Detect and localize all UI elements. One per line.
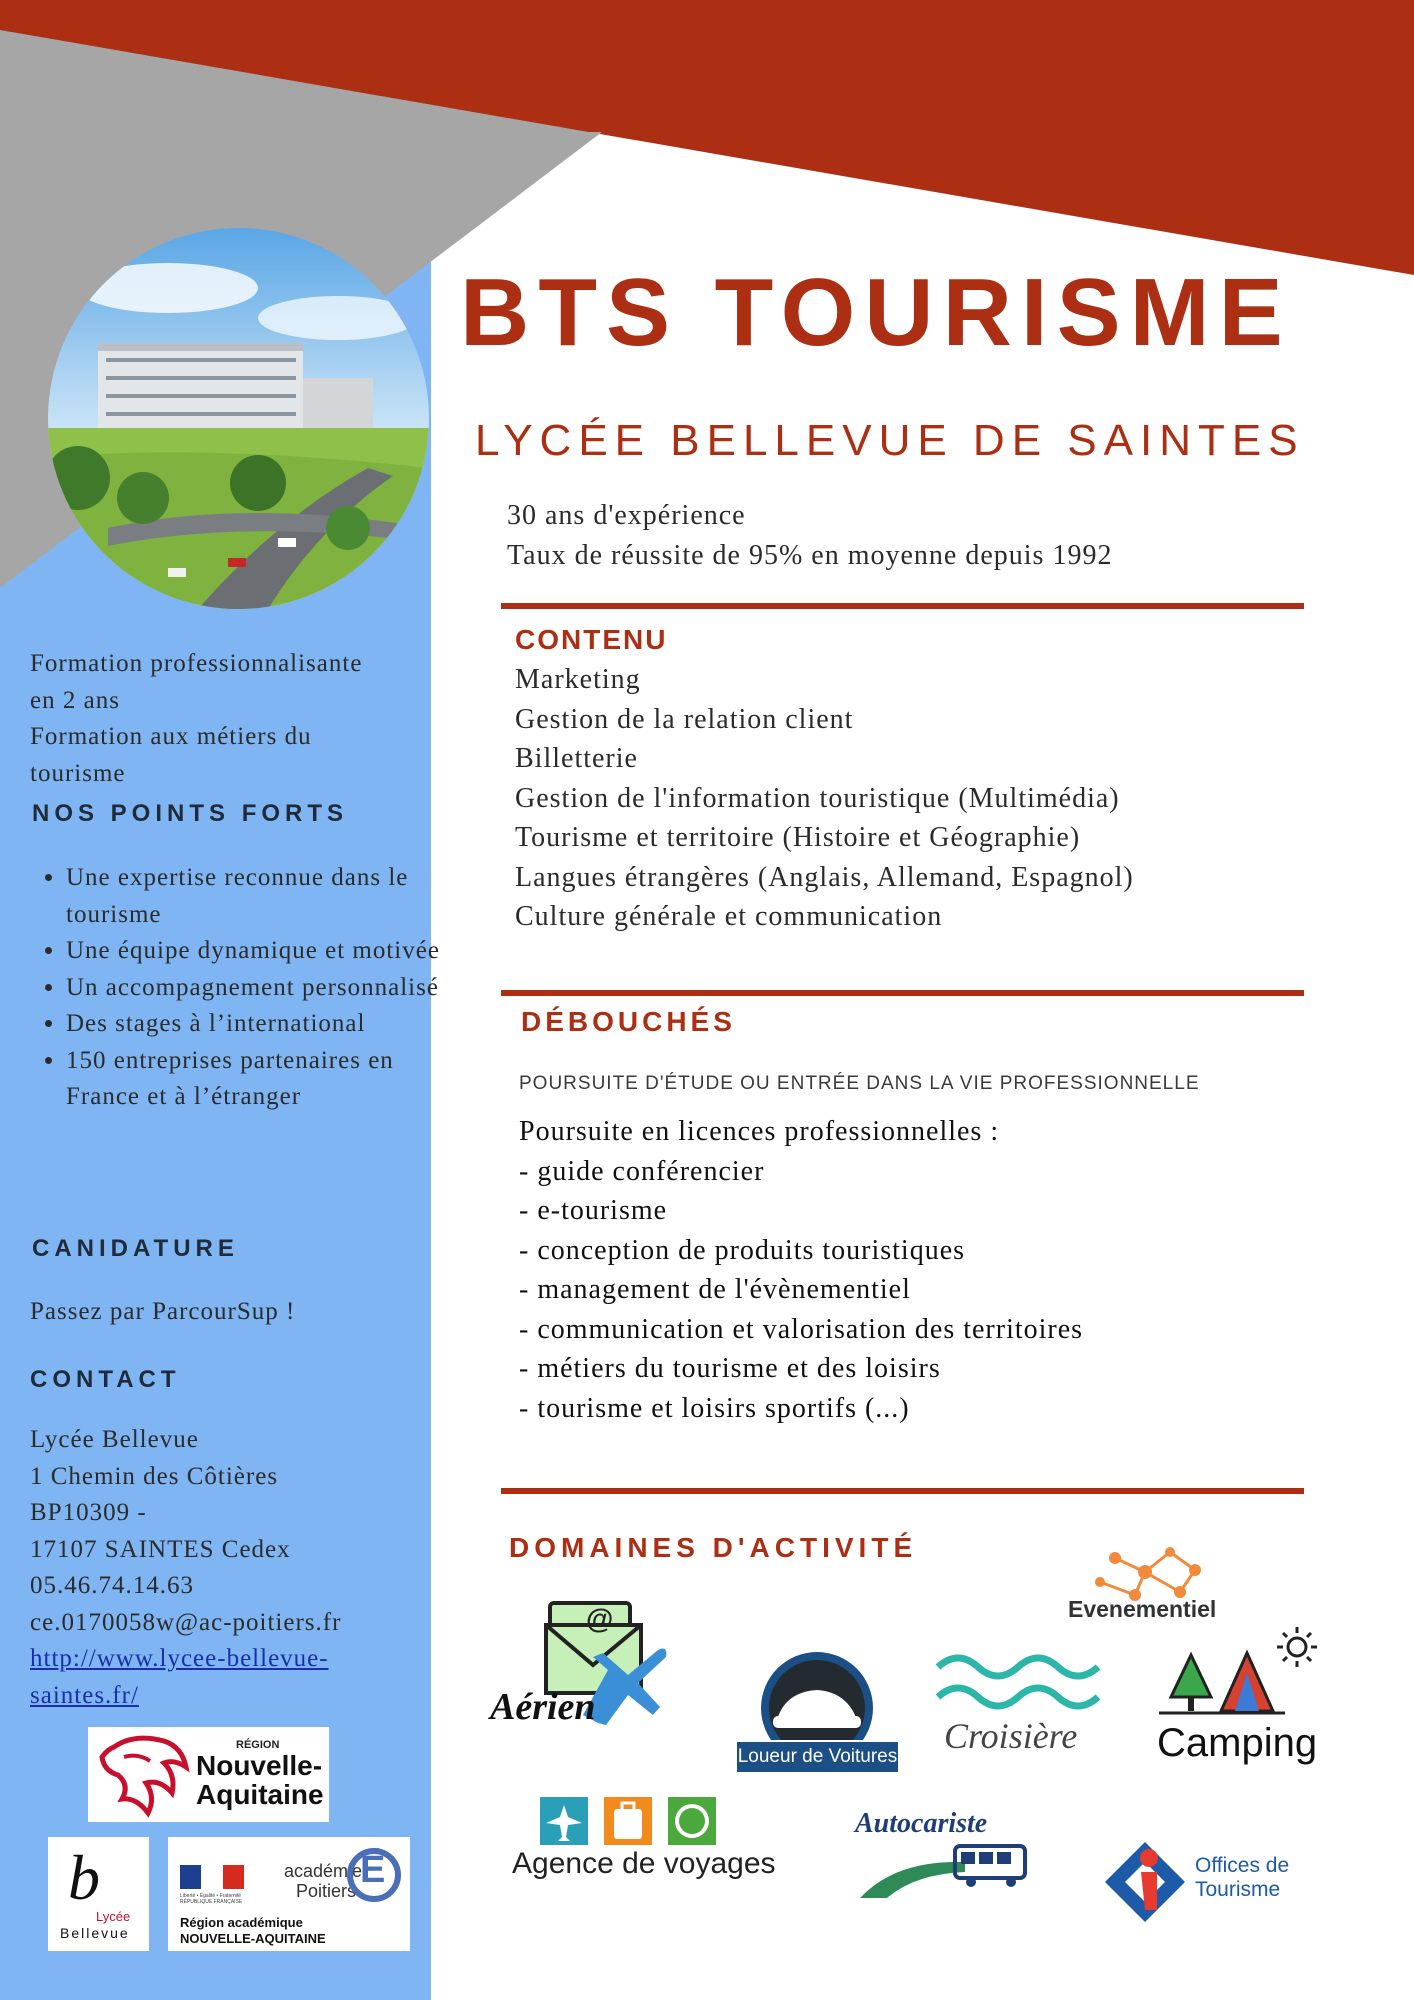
contact-line: 1 Chemin des Côtières bbox=[30, 1462, 279, 1490]
formation-line: Formation aux métiers du bbox=[30, 723, 312, 750]
domaines-heading: DOMAINES D'ACTIVITÉ bbox=[509, 1532, 918, 1563]
points-forts-item: • Une équipe dynamique et motivée bbox=[66, 933, 440, 970]
camping-logo bbox=[1155, 1625, 1325, 1770]
section-divider bbox=[501, 603, 1304, 609]
travel-icons bbox=[512, 1795, 752, 1847]
debouches-line: - conception de produits touristiques bbox=[519, 1234, 966, 1266]
croisiere-label: Croisière bbox=[944, 1716, 1078, 1756]
contact-phone: 05.46.74.14.63 bbox=[30, 1572, 194, 1599]
at-symbol: @ bbox=[586, 1603, 614, 1634]
candidature-text: Passez par ParcourSup ! bbox=[30, 1298, 296, 1325]
agence-label: Agence de voyages bbox=[512, 1847, 776, 1880]
region-name-line2: Aquitaine bbox=[196, 1779, 324, 1810]
lycee-bellevue-logo bbox=[48, 1837, 149, 1951]
school-photo bbox=[48, 228, 429, 609]
bus-road-icon bbox=[855, 1840, 1030, 1902]
debouches-line: - communication et valorisation des territoires bbox=[519, 1313, 1084, 1345]
academie-poitiers-logo bbox=[168, 1837, 410, 1951]
points-forts-item: • Une expertise reconnue dans le tourisme bbox=[66, 860, 440, 933]
offices-label-line2: Tourisme bbox=[1195, 1878, 1281, 1901]
car-icon bbox=[735, 1650, 900, 1745]
region-academique-line1: Région académique bbox=[180, 1915, 303, 1930]
debouches-line: - e-tourisme bbox=[519, 1195, 668, 1226]
candidature-heading: CANIDATURE bbox=[32, 1235, 239, 1262]
contenu-item: Billetterie bbox=[515, 743, 638, 774]
debouches-line: - métiers du tourisme et des loisirs bbox=[519, 1353, 941, 1384]
evenementiel-logo bbox=[1060, 1540, 1250, 1630]
points-forts-item: • Des stages à l’international bbox=[66, 1006, 440, 1043]
region-academique-label bbox=[180, 1915, 326, 1947]
lycee-b-letter: b bbox=[68, 1842, 100, 1913]
website-link[interactable]: http://www.lycee-bellevue- bbox=[30, 1645, 329, 1672]
section-divider bbox=[501, 1488, 1304, 1494]
contenu-heading: CONTENU bbox=[515, 624, 668, 655]
debouches-subheading: POURSUITE D'ÉTUDE OU ENTRÉE DANS LA VIE PROFESSIONNELLE bbox=[519, 1073, 1200, 1094]
contact-heading: CONTACT bbox=[30, 1366, 181, 1393]
page-subtitle: LYCÉE BELLEVUE DE SAINTES bbox=[475, 416, 1305, 465]
region-name bbox=[196, 1751, 324, 1809]
offices-label bbox=[1195, 1854, 1289, 1902]
offices-label-line1: Offices de bbox=[1195, 1854, 1290, 1877]
region-academique-line2: NOUVELLE-AQUITAINE bbox=[180, 1931, 326, 1946]
contact-block bbox=[30, 1422, 341, 1714]
contenu-item: Culture générale et communication bbox=[515, 901, 943, 932]
lycee-label: Lycée bbox=[96, 1909, 131, 1924]
experience-text: 30 ans d'expérience bbox=[507, 500, 746, 531]
debouches-line: - tourisme et loisirs sportifs (...) bbox=[519, 1392, 910, 1424]
contenu-item: Gestion de l'information touristique (Multimédia) bbox=[515, 782, 1120, 814]
contenu-item: Langues étrangères (Anglais, Allemand, Espagnol) bbox=[515, 861, 1134, 893]
loueur-label: Loueur de Voitures bbox=[735, 1740, 900, 1774]
academie-label: académie bbox=[284, 1861, 363, 1881]
formation-line: en 2 ans bbox=[30, 686, 120, 714]
contact-line: BP10309 - bbox=[30, 1499, 147, 1526]
points-forts-item: • Un accompagnement personnalisé bbox=[66, 970, 440, 1007]
aerien-logo bbox=[488, 1595, 688, 1740]
tent-tree-sun-icon bbox=[1155, 1625, 1325, 1720]
lion-icon bbox=[94, 1727, 194, 1822]
camping-label: Camping bbox=[1157, 1721, 1318, 1765]
formation-text bbox=[30, 646, 362, 792]
contenu-item: Gestion de la relation client bbox=[515, 703, 854, 735]
debouches-line: - guide conférencier bbox=[519, 1155, 765, 1187]
website-link-continued[interactable]: saintes.fr/ bbox=[30, 1681, 139, 1709]
offices-tourisme-logo bbox=[1105, 1838, 1305, 1923]
contenu-item: Marketing bbox=[515, 664, 641, 695]
success-rate-text: Taux de réussite de 95% en moyenne depuis 1992 bbox=[507, 540, 1113, 571]
points-forts-item: • 150 entreprises partenaires en France et à l’étranger bbox=[66, 1043, 440, 1116]
region-name-line1: Nouvelle- bbox=[196, 1750, 323, 1781]
contact-line: Lycée Bellevue bbox=[30, 1426, 199, 1453]
croisiere-logo bbox=[930, 1645, 1105, 1765]
section-divider bbox=[501, 990, 1304, 996]
formation-line: tourisme bbox=[30, 759, 126, 787]
republique-label: Liberté • Égalité • Fraternité RÉPUBLIQUE FRANÇAISE bbox=[180, 1893, 243, 1905]
aerien-label: Aérien bbox=[490, 1686, 596, 1728]
points-forts-heading: NOS POINTS FORTS bbox=[32, 800, 349, 827]
page-title: BTS TOURISME bbox=[460, 259, 1292, 366]
contenu-item: Tourisme et territoire (Histoire et Géographie) bbox=[515, 822, 1081, 853]
intro-block bbox=[507, 496, 1112, 576]
autocariste-logo bbox=[855, 1808, 1030, 1908]
loueur-logo bbox=[735, 1650, 900, 1775]
contact-line: 17107 SAINTES Cedex bbox=[30, 1535, 291, 1563]
region-small-label: RÉGION bbox=[236, 1739, 280, 1751]
evenementiel-label: Evenementiel bbox=[1068, 1596, 1217, 1622]
autocariste-label: Autocariste bbox=[855, 1808, 988, 1839]
formation-line: Formation professionnalisante bbox=[30, 650, 363, 677]
contenu-list bbox=[515, 660, 1134, 937]
debouches-list bbox=[519, 1112, 1083, 1428]
bellevue-label: Bellevue bbox=[60, 1925, 130, 1941]
debouches-line: Poursuite en licences professionnelles : bbox=[519, 1116, 1000, 1147]
academie-e-letter: É bbox=[360, 1849, 386, 1891]
points-forts-list bbox=[30, 860, 440, 1116]
academie-city: Poitiers bbox=[296, 1881, 357, 1901]
debouches-heading: DÉBOUCHÉS bbox=[521, 1006, 736, 1037]
info-i-icon bbox=[1105, 1838, 1187, 1923]
contact-email[interactable]: ce.0170058w@ac-poitiers.fr bbox=[30, 1608, 342, 1636]
agence-logo bbox=[512, 1795, 776, 1895]
waves-icon bbox=[930, 1645, 1105, 1715]
debouches-line: - management de l'évènementiel bbox=[519, 1274, 911, 1305]
region-nouvelle-aquitaine-logo bbox=[88, 1727, 329, 1822]
